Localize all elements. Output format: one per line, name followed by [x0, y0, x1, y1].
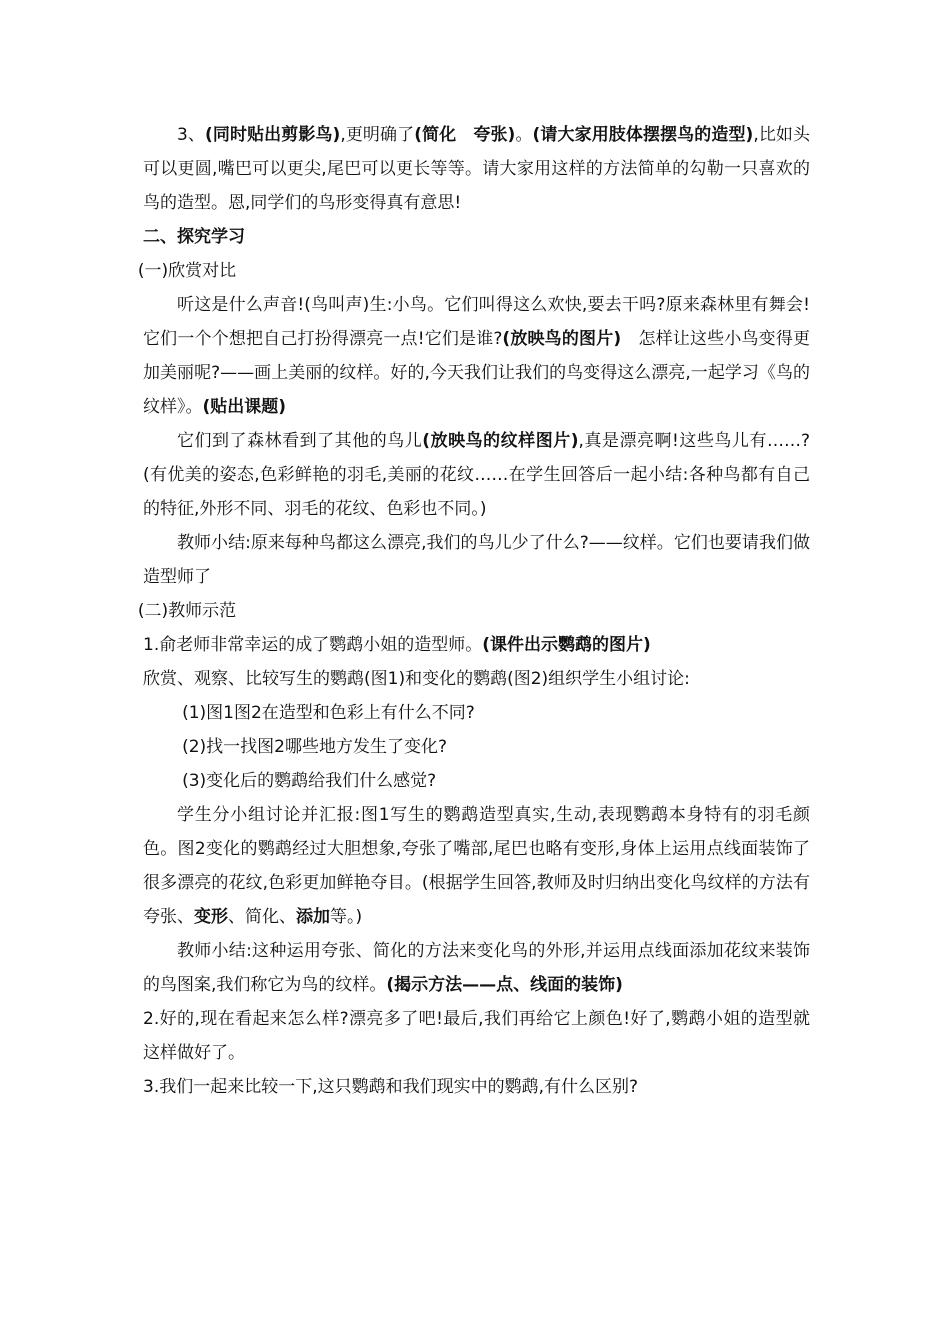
question-item-1: (1)图1图2在造型和色彩上有什么不同? [182, 703, 475, 723]
paragraph-compare-real-parrot: 3.我们一起来比较一下,这只鹦鹉和我们现实中的鹦鹉,有什么区别? [143, 1077, 639, 1097]
paragraph-compare-parrots: 欣赏、观察、比较写生的鹦鹉(图1)和变化的鹦鹉(图2)组织学生小组讨论: [143, 669, 690, 689]
subheading-appreciate-compare: (一)欣赏对比 [137, 261, 237, 281]
paragraph-color-parrot: 2.好的,现在看起来怎么样?漂亮多了吧!最后,我们再给它上颜色!好了,鹦鹉小姐的造型就这样做好了。 [143, 1009, 810, 1063]
paragraph-forest-birds: 它们到了森林看到了其他的鸟儿(放映鸟的纹样图片),真是漂亮啊!这些鸟儿有……?(有优美的姿态,色彩鲜艳的羽毛,美丽的花纹……在学生回答后一起小结:各种鸟都有自己的特征,外形不同、羽毛的花纹、色彩也不同。) [143, 431, 810, 519]
paragraph-bird-sound: 听这是什么声音!(鸟叫声)生:小鸟。它们叫得这么欢快,要去干吗?原来森林里有舞会!它们一个个想把自己打扮得漂亮一点!它们是谁?(放映鸟的图片) 怎样让这些小鸟变得更加美丽呢?——画上美丽的纹样。好的,今天我们让我们的鸟变得这么漂亮,一起学习《鸟的纹样》。(贴出课题) [143, 295, 811, 417]
document-page [137, 118, 811, 1104]
subheading-teacher-demo: (二)教师示范 [137, 601, 237, 621]
section-heading-explore: 二、探究学习 [143, 227, 245, 247]
question-item-2: (2)找一找图2哪些地方发生了变化? [182, 737, 448, 757]
question-item-3: (3)变化后的鹦鹉给我们什么感觉? [182, 771, 437, 791]
paragraph-parrot-stylist: 1.俞老师非常幸运的成了鹦鹉小姐的造型师。(课件出示鹦鹉的图片) [143, 635, 651, 655]
paragraph-group-report: 学生分小组讨论并汇报:图1写生的鹦鹉造型真实,生动,表现鹦鹉本身特有的羽毛颜色。图2变化的鹦鹉经过大胆想象,夸张了嘴部,尾巴也略有变形,身体上运用点线面装饰了很多漂亮的花纹,色彩更加鲜艳夺目。(根据学生回答,教师及时归纳出变化鸟纹样的方法有夸张、变形、简化、添加等。) [143, 805, 810, 927]
paragraph-teacher-summary-2: 教师小结:这种运用夸张、简化的方法来变化鸟的外形,并运用点线面添加花纹来装饰的鸟图案,我们称它为鸟的纹样。(揭示方法——点、线面的装饰) [143, 941, 810, 995]
paragraph-teacher-summary-1: 教师小结:原来每种鸟都这么漂亮,我们的鸟儿少了什么?——纹样。它们也要请我们做造型师了 [143, 533, 810, 587]
paragraph-silhouette-bird: 3、(同时贴出剪影鸟),更明确了(简化 夸张)。(请大家用肢体摆摆鸟的造型),比如头可以更圆,嘴巴可以更尖,尾巴可以更长等等。请大家用这样的方法简单的勾勒一只喜欢的鸟的造型。恩,同学们的鸟形变得真有意思! [143, 125, 811, 213]
